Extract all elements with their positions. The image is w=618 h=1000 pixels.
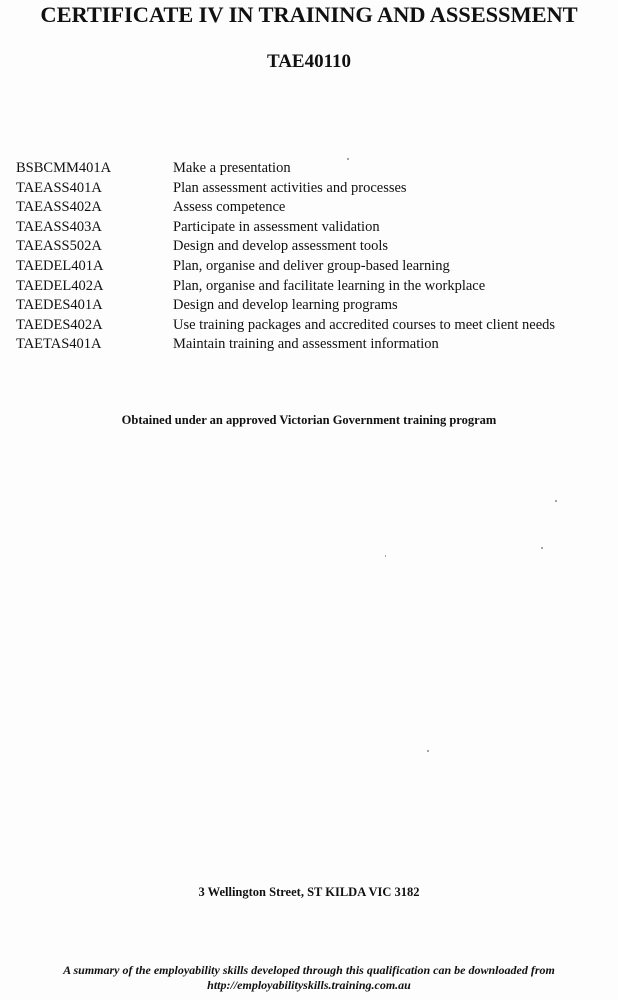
unit-code: TAEDES402A: [16, 316, 103, 333]
unit-row: [16, 277, 606, 297]
qualification-code: TAE40110: [266, 51, 352, 72]
employability-summary-note: [0, 963, 618, 993]
unit-title: Assess competence: [173, 199, 286, 216]
funding-note: Obtained under an approved Victorian Government training program: [121, 413, 497, 427]
unit-row: [16, 198, 606, 218]
unit-row: [16, 316, 606, 336]
unit-title: Participate in assessment validation: [173, 218, 380, 235]
unit-title: Use training packages and accredited courses to meet client needs: [173, 316, 556, 333]
qualification-title: CERTIFICATE IV IN TRAINING AND ASSESSMENT: [40, 2, 578, 27]
unit-row: [16, 335, 606, 355]
unit-title: Design and develop learning programs: [173, 297, 398, 314]
unit-row: [16, 237, 606, 257]
unit-title: Maintain training and assessment information: [173, 336, 439, 353]
unit-code: TAEASS502A: [16, 238, 102, 255]
units-list: [16, 159, 606, 355]
unit-code: TAEASS401A: [16, 179, 102, 196]
scan-speck: [555, 500, 557, 502]
scan-speck: [347, 158, 349, 160]
unit-row: [16, 296, 606, 316]
unit-title: Design and develop assessment tools: [173, 238, 389, 255]
summary-text: A summary of the employability skills developed through this qualification can be downloaded from: [63, 963, 555, 977]
summary-url-link[interactable]: http://employabilityskills.training.com.au: [207, 978, 411, 992]
unit-code: TAEASS403A: [16, 218, 102, 235]
unit-title: Make a presentation: [173, 160, 291, 176]
unit-title: Plan, organise and facilitate learning in the workplace: [173, 277, 486, 294]
unit-row: [16, 257, 606, 277]
unit-row: [16, 218, 606, 238]
unit-code: TAETAS401A: [16, 336, 102, 353]
unit-code: TAEDEL401A: [16, 257, 104, 274]
unit-title: Plan assessment activities and processes: [173, 179, 407, 196]
unit-code: TAEASS402A: [16, 199, 102, 216]
unit-row: [16, 159, 606, 179]
unit-title: Plan, organise and deliver group-based learning: [173, 257, 450, 274]
unit-code: TAEDES401A: [16, 297, 103, 314]
scan-speck: [541, 547, 543, 549]
unit-row: [16, 179, 606, 199]
scan-speck: [385, 555, 386, 557]
scan-speck: [427, 750, 429, 752]
unit-code: BSBCMM401A: [16, 160, 112, 176]
provider-address: 3 Wellington Street, ST KILDA VIC 3182: [198, 885, 420, 899]
unit-code: TAEDEL402A: [16, 277, 104, 294]
